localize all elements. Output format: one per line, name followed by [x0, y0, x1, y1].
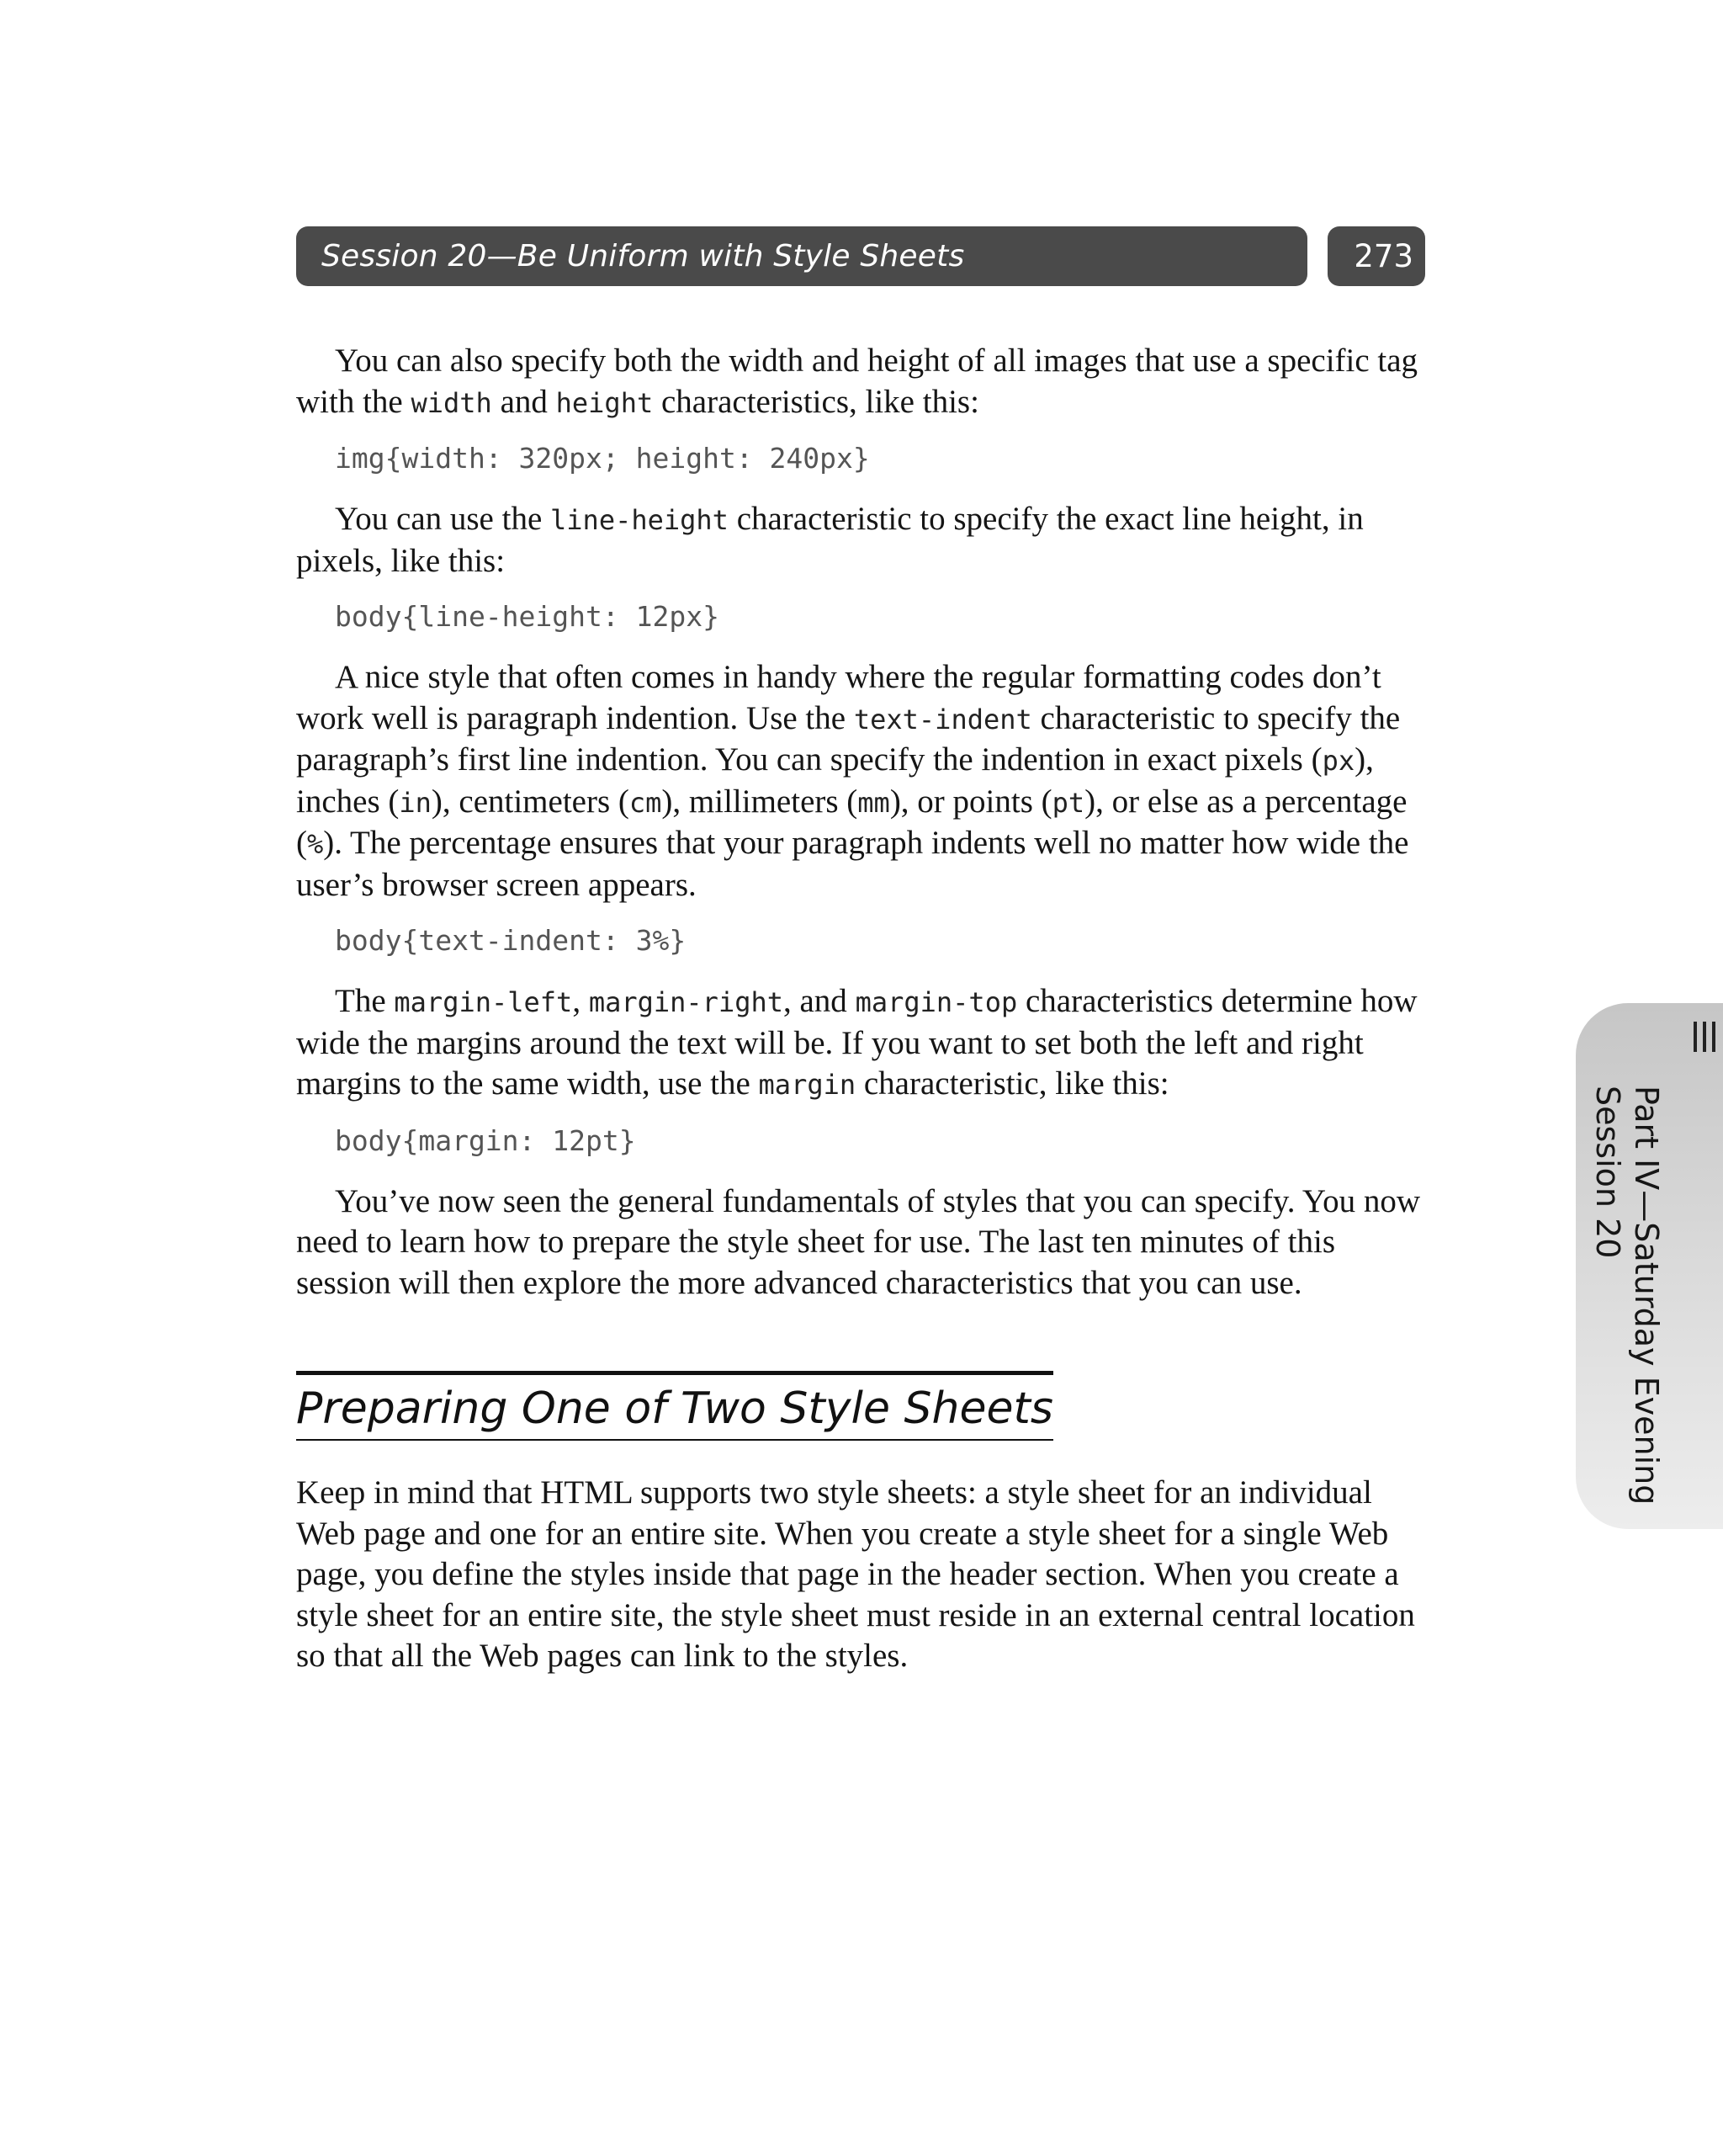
text-run: and: [491, 383, 556, 420]
text-run: characteristics determine how wide the margins around the text will be. If you want to set both the left and right margins to the same width, use the: [296, 983, 1418, 1102]
part-tab-line-1: Part IV—Saturday Evening: [1628, 1086, 1665, 1505]
page-number-box: [1328, 226, 1425, 286]
running-header: [296, 226, 1307, 286]
paragraph-image-size: [296, 341, 1425, 423]
part-tab-line-2: Session 20: [1589, 1086, 1626, 1259]
text-run: ), centimeters (: [431, 783, 629, 820]
page-number: 273: [1354, 238, 1413, 274]
text-run: You can use the: [335, 501, 551, 537]
paragraph-line-height: [296, 499, 1425, 581]
text-run: characteristic to specify the exact line height, in pixels, like this:: [296, 501, 1364, 579]
text-run: ), millimeters (: [661, 783, 858, 820]
inline-code: height: [555, 386, 654, 419]
section-heading: Preparing One of Two Style Sheets: [296, 1383, 1053, 1434]
inline-code: px: [1322, 745, 1355, 777]
text-run: ,: [572, 983, 589, 1019]
inline-code: %: [307, 828, 324, 860]
text-run: characteristic, like this:: [856, 1065, 1169, 1102]
inline-code: margin-left: [394, 986, 573, 1018]
text-run: characteristic to specify the paragraph’s first line indention. You can specify the indention in exact pixels (: [296, 699, 1401, 778]
code-example-margin: body{margin: 12pt}: [335, 1123, 636, 1157]
text-run: ). The percentage ensures that your paragraph indents well no matter how wide the user’s browser screen appears.: [296, 825, 1409, 903]
inline-code: cm: [628, 786, 662, 819]
paragraph-two-style-sheets: Keep in mind that HTML supports two style sheets: a style sheet for an individual Web page and one for an entire site. When you create a style sheet for a single Web page, you define the styles inside that page in the header section. When you create a style sheet for an entire site, the style sheet must reside in an external central location so that all the Web pages can link to the styles.: [296, 1474, 1415, 1674]
paragraph-margins: [296, 981, 1425, 1106]
text-run: You can also specify both the width and height of all images that use a specific tag with the: [296, 343, 1418, 420]
text-run: ), inches (: [296, 741, 1374, 820]
inline-code: margin-top: [855, 986, 1018, 1018]
inline-code: text-indent: [853, 703, 1032, 735]
code-example-text-indent: body{text-indent: 3%}: [335, 924, 687, 957]
inline-code: margin: [758, 1069, 856, 1101]
paragraph-fundamentals: You’ve now seen the general fundamentals of styles that you can specify. You now need to learn how to prepare the style sheet for use. The last ten minutes of this session will then explore the more advanced characteristics that you can use.: [296, 1182, 1421, 1301]
inline-code: margin-right: [588, 986, 783, 1018]
text-run: ), or points (: [889, 783, 1052, 820]
paragraph-text-indent: [296, 657, 1425, 905]
running-header-title: Session 20—Be Uniform with Style Sheets: [321, 239, 965, 273]
inline-code: line-height: [550, 504, 729, 536]
code-example-img: img{width: 320px; height: 240px}: [335, 442, 870, 475]
section-heading-rule: [296, 1371, 1053, 1441]
text-run: characteristics, like this:: [653, 383, 979, 420]
inline-code: in: [399, 786, 432, 819]
inline-code: pt: [1052, 786, 1085, 819]
tab-marker-lines: [1694, 1022, 1723, 1052]
part-tab-label: [1588, 1086, 1666, 1505]
text-run: The: [335, 983, 395, 1019]
page-content: [296, 341, 1425, 1677]
inline-code: width: [411, 386, 492, 419]
text-run: A nice style that often comes in handy where the regular formatting codes don’t work well is paragraph indention. Use the: [296, 659, 1381, 736]
text-run: ), or else as a percentage (: [296, 783, 1408, 861]
code-example-line-height: body{line-height: 12px}: [335, 600, 719, 633]
inline-code: mm: [857, 786, 890, 819]
text-run: , and: [783, 983, 856, 1019]
